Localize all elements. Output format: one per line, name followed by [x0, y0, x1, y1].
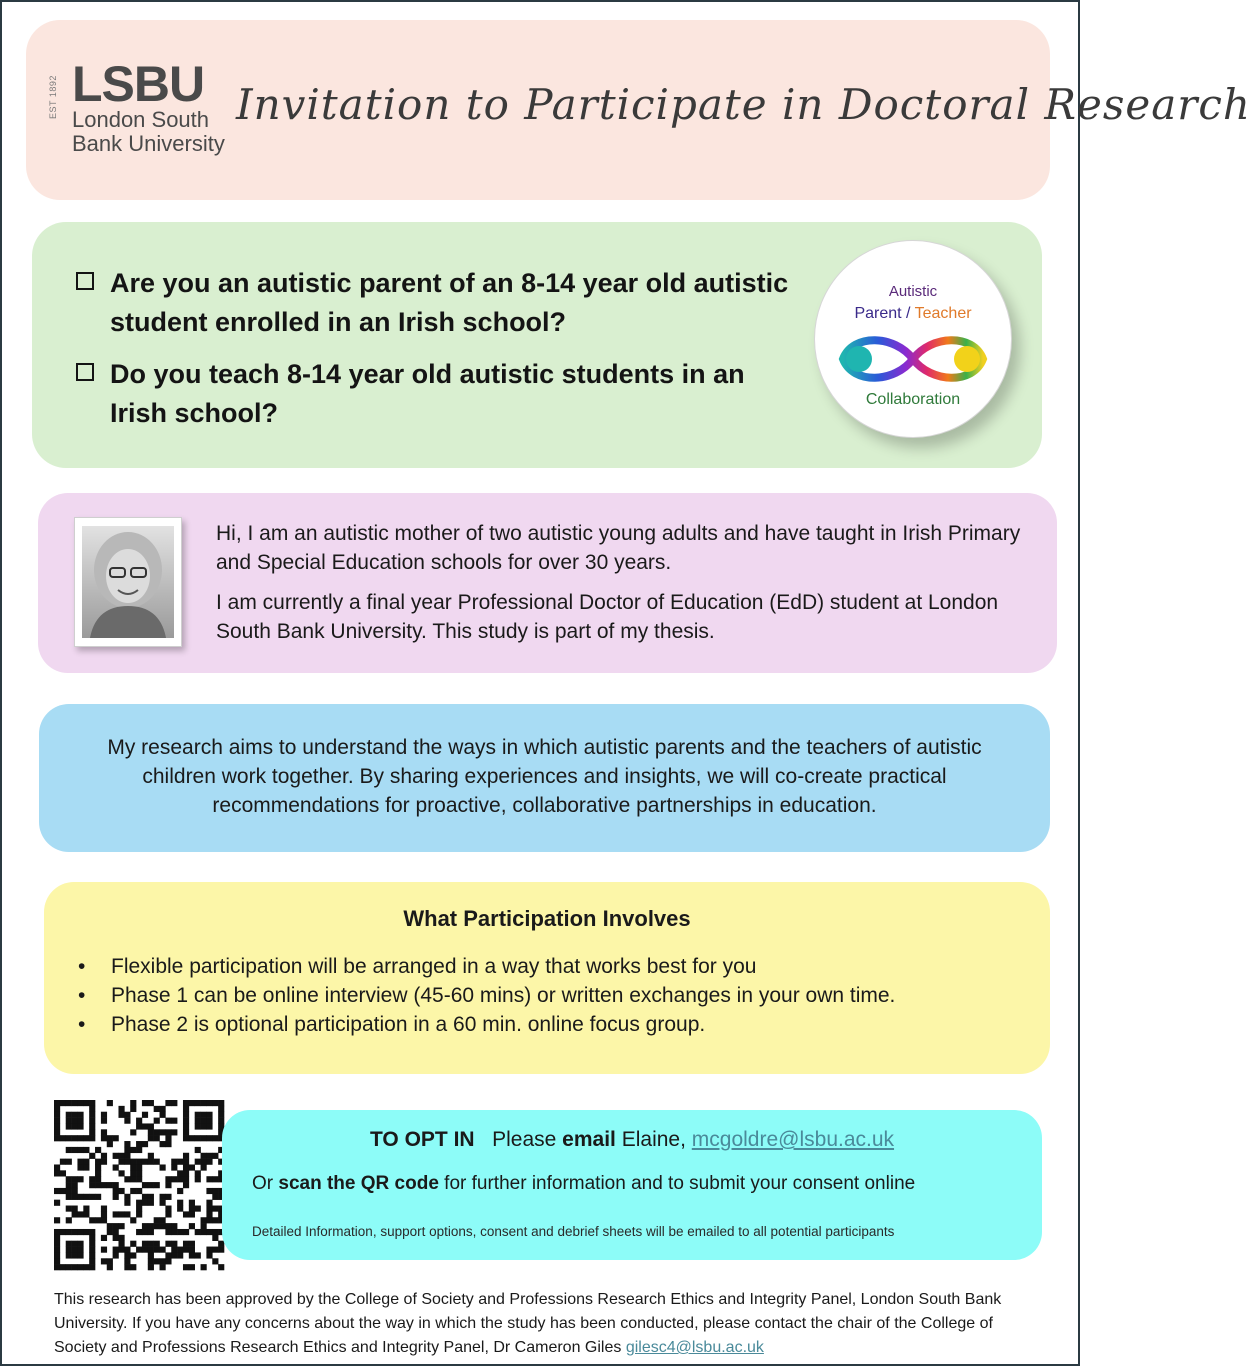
- participation-list: [74, 952, 895, 1039]
- checkbox-icon: [76, 272, 94, 290]
- badge-parent: Parent: [854, 305, 902, 322]
- page-title: Invitation to Participate in Doctoral Research: [236, 80, 1251, 129]
- lsbu-logo-name: [72, 108, 225, 156]
- badge-teacher: Teacher: [914, 305, 972, 322]
- checkbox-icon: [76, 363, 94, 381]
- opt-in-panel: [222, 1110, 1042, 1260]
- bullet-icon: •: [78, 984, 86, 1007]
- aims-text: My research aims to understand the ways in which autistic parents and the teachers of autistic children work together. By sharing experiences and insights, we will co-create practical recommendations for proactive, collaborative partnerships in education.: [107, 736, 982, 817]
- aims-panel: [39, 704, 1050, 852]
- researcher-portrait: [82, 526, 174, 638]
- scan-or: Or: [252, 1173, 274, 1194]
- list-item-text: Phase 1 can be online interview (45-60 mins) or written exchanges in your own time.: [111, 984, 896, 1007]
- opt-in-line: [222, 1128, 1042, 1152]
- question-parent-text: Are you an autistic parent of an 8-14 year old autistic student enrolled in an Irish school?: [110, 268, 789, 337]
- scan-qr-label: scan the QR code: [278, 1173, 439, 1194]
- contact-email-link[interactable]: mcgoldre@lsbu.ac.uk: [691, 1128, 895, 1151]
- bullet-icon: •: [78, 1013, 86, 1036]
- intro-text: [216, 519, 1036, 657]
- intro-paragraph-2: I am currently a final year Professional Doctor of Education (EdD) student at London South Bank University. This study is part of my thesis.: [216, 591, 999, 643]
- lsbu-logo-line1: London South: [72, 107, 210, 132]
- opt-in-label: TO OPT IN: [369, 1128, 475, 1151]
- list-item: [74, 1010, 895, 1039]
- intro-paragraph-1: Hi, I am an autistic mother of two autistic young adults and have taught in Irish Primary and Special Education schools for over 30 years.: [216, 522, 1021, 574]
- participation-panel: [44, 882, 1050, 1074]
- participation-title: What Participation Involves: [403, 906, 691, 931]
- scan-line: [252, 1173, 915, 1195]
- question-teacher: [76, 355, 796, 433]
- lsbu-logo-mark: LSBU: [72, 56, 205, 112]
- collaboration-badge: [814, 240, 1012, 438]
- intro-panel: [38, 493, 1057, 673]
- ethics-footer: [54, 1288, 1034, 1360]
- qr-code-icon[interactable]: [54, 1100, 224, 1270]
- opt-in-please: Please: [492, 1128, 557, 1151]
- badge-parent-teacher: [815, 305, 1011, 323]
- scan-rest: for further information and to submit your consent online: [444, 1173, 916, 1194]
- opt-in-name: Elaine,: [621, 1128, 686, 1151]
- question-parent: [76, 264, 796, 342]
- detail-note: Detailed Information, support options, consent and debrief sheets will be emailed to all potential participants: [252, 1224, 895, 1239]
- lsbu-logo-line2: Bank University: [72, 131, 225, 156]
- badge-autistic: Autistic: [888, 283, 938, 300]
- researcher-photo: [74, 517, 182, 647]
- list-item: [74, 952, 895, 981]
- list-item-text: Phase 2 is optional participation in a 60 min. online focus group.: [111, 1013, 706, 1036]
- questions-panel: [32, 222, 1042, 468]
- ethics-email-link[interactable]: gilesc4@lsbu.ac.uk: [625, 1339, 764, 1356]
- est-label: EST 1892: [48, 75, 58, 119]
- badge-collaboration: Collaboration: [865, 391, 961, 408]
- opt-in-email-word: email: [562, 1128, 616, 1151]
- header-banner: [26, 20, 1251, 200]
- list-item: [74, 981, 895, 1010]
- list-item-text: Flexible participation will be arranged in a way that works best for you: [111, 955, 757, 978]
- ethics-text: This research has been approved by the College of Society and Professions Research Ethics and Integrity Panel, London South Bank University. If you have any concerns about the way in which the study has been conducted, please contact the chair of the College of Society and Professions Research Ethics and Integrity Panel, Dr Cameron Giles: [54, 1291, 1002, 1356]
- badge-slash: /: [901, 305, 915, 322]
- bullet-icon: •: [78, 955, 86, 978]
- infinity-icon: [835, 329, 991, 389]
- question-teacher-text: Do you teach 8-14 year old autistic students in an Irish school?: [110, 359, 745, 428]
